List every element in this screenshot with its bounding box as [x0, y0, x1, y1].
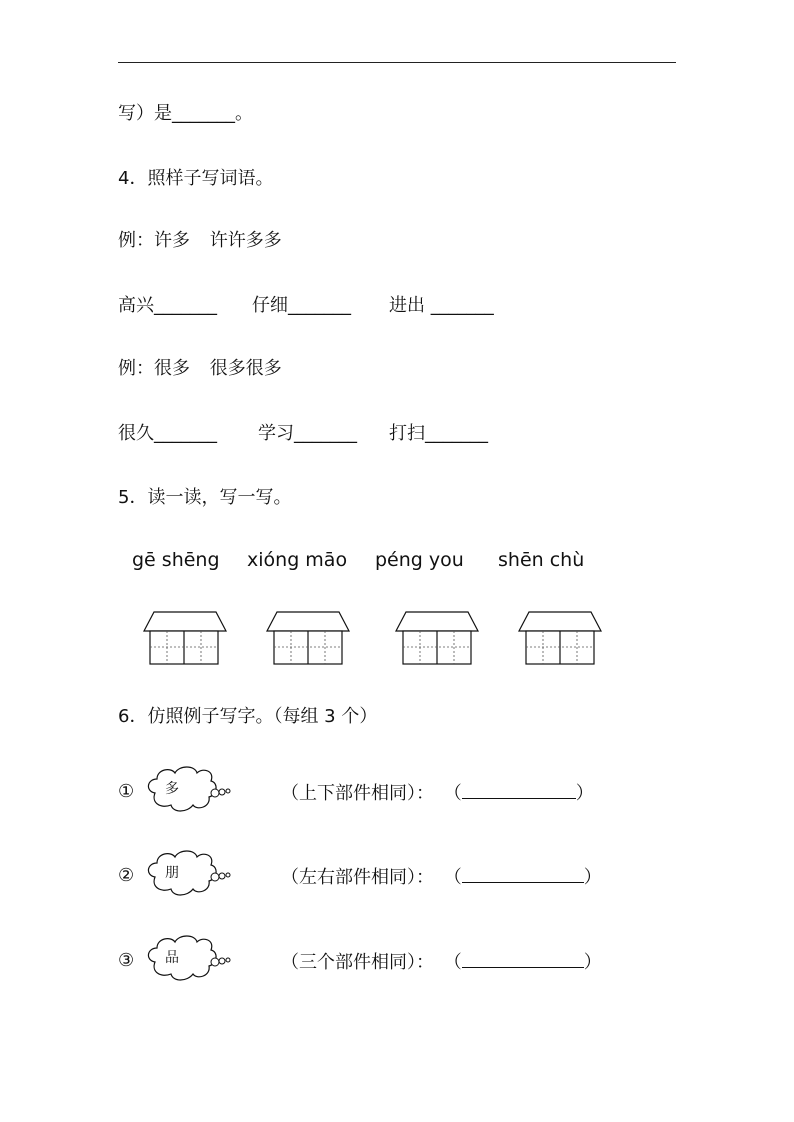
q6-item-1-open-paren: （ [443, 783, 462, 804]
q6-item-3-number: ③ [118, 950, 135, 971]
q6-item-2-close-paren: ） [583, 867, 602, 888]
q4-row2-item3[interactable]: 打扫_______ [389, 423, 488, 444]
q4-example2-label: 例：很多 [118, 358, 190, 379]
q4-example2 [118, 357, 282, 381]
pinyin-4: shēn chù [498, 549, 585, 571]
q6-item-2-char: 朋 [165, 865, 179, 881]
pinyin-3: péng you [375, 549, 464, 571]
q6-item-3-close-paren: ） [583, 952, 602, 973]
pinyin-1: gē shēng [132, 549, 220, 571]
house-writing-box-2[interactable] [263, 611, 353, 667]
q5-title: 5．读一读，写一写。 [118, 487, 292, 508]
q6-item-1-number: ① [118, 781, 135, 802]
header-rule [118, 62, 676, 63]
q6-item-2-blank[interactable] [462, 864, 584, 883]
q6-item-1-char: 多 [165, 781, 179, 797]
q6-item-3-answer-line[interactable] [281, 949, 602, 975]
q6-item-2-number: ② [118, 865, 135, 886]
q4-row1-item2[interactable]: 仔细_______ [252, 295, 351, 316]
thought-cloud-icon [143, 847, 233, 901]
q6-item-1-answer-line[interactable] [281, 780, 594, 806]
q4-row1-item1[interactable]: 高兴_______ [118, 295, 217, 316]
q4-row2-item2[interactable]: 学习_______ [258, 423, 357, 444]
q6-item-3-open-paren: （ [443, 952, 462, 973]
house-writing-box-4[interactable] [515, 611, 605, 667]
q6-item-1-desc: （上下部件相同）： [281, 783, 434, 804]
q4-example2-answer: 很多很多 [209, 358, 282, 379]
q4-row1-item3[interactable]: 进出 _______ [389, 295, 494, 316]
house-writing-box-1[interactable] [140, 611, 230, 667]
q6-item-3-desc: （三个部件相同）： [281, 952, 434, 973]
q6-item-1-blank[interactable] [462, 780, 576, 799]
q4-title: 4．照样子写词语。 [118, 168, 274, 189]
continued-text: 写）是_______。 [118, 103, 253, 124]
q6-item-2-answer-line[interactable] [281, 864, 602, 890]
q4-example1 [118, 229, 282, 253]
q6-item-3-blank[interactable] [462, 949, 584, 968]
q4-example1-label: 例：许多 [118, 230, 190, 251]
house-writing-box-3[interactable] [392, 611, 482, 667]
q4-row2-item1[interactable]: 很久_______ [118, 423, 217, 444]
thought-cloud-icon [143, 763, 233, 817]
q6-title: 6．仿照例子写字。（每组 3 个） [118, 706, 378, 727]
q6-item-2-open-paren: （ [443, 867, 462, 888]
pinyin-2: xióng māo [247, 549, 348, 571]
thought-cloud-icon [143, 932, 233, 986]
q4-example1-answer: 许许多多 [209, 230, 282, 251]
q6-item-2-desc: （左右部件相同）： [281, 867, 434, 888]
q6-item-3-char: 品 [165, 950, 179, 966]
q6-item-1-close-paren: ） [575, 783, 594, 804]
